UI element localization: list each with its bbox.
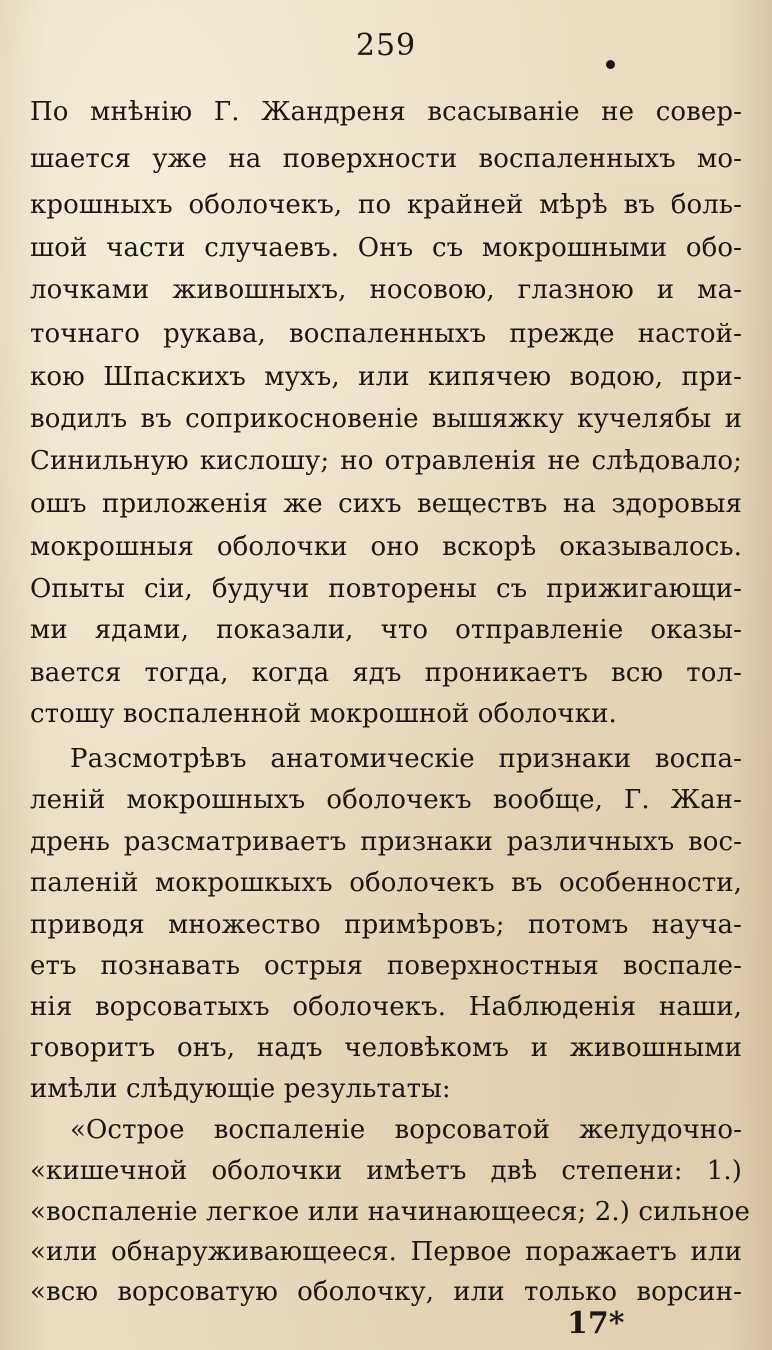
text-line: приводя множество примѣровъ; потомъ науча- bbox=[30, 910, 742, 940]
text-line: мокрошныя оболочки оно вскорѣ оказывалось. bbox=[30, 532, 742, 562]
text-line: «воспаленіе легкое или начинающееся; 2.) сильное bbox=[30, 1197, 751, 1227]
text-line: леній мокрошныхъ оболочекъ вообще, Г. Жан- bbox=[30, 785, 742, 815]
text-line: «всю ворсоватую оболочку, или только ворсин- bbox=[30, 1277, 742, 1307]
text-line: Разсмотрѣвъ анатомическіе признаки воспа- bbox=[70, 744, 742, 774]
text-line: ошъ приложенія же сихъ веществъ на здоровыя bbox=[30, 489, 742, 519]
text-line: точнаго рукава, воспаленныхъ прежде настой- bbox=[30, 319, 742, 349]
text-line: паленій мокрошкыхъ оболочекъ въ особенности, bbox=[30, 868, 742, 898]
text-line: вается тогда, когда ядъ проникаетъ всю тол- bbox=[30, 658, 742, 688]
text-line: шается уже на поверхности воспаленныхъ мо- bbox=[30, 144, 742, 174]
text-line: крошныхъ оболочекъ, по крайней мѣрѣ въ боль- bbox=[30, 190, 742, 220]
text-line: говоритъ онъ, надъ человѣкомъ и живошными bbox=[30, 1033, 742, 1063]
text-line: нія ворсоватыхъ оболочекъ. Наблюденія наши, bbox=[30, 992, 742, 1022]
text-line: Синильную кислошу; но отравленія не слѣдовало; bbox=[30, 446, 742, 476]
text-line: лочками живошныхъ, носовою, глазною и ма- bbox=[30, 275, 742, 305]
text-line: «Острое воспаленіе ворсоватой желудочно- bbox=[70, 1115, 742, 1145]
ink-dot-mark bbox=[606, 60, 615, 69]
text-line: имѣли слѣдующіе результаты: bbox=[30, 1074, 451, 1104]
text-line: етъ познавать острыя поверхностныя воспале- bbox=[30, 951, 742, 981]
text-line: шой части случаевъ. Онъ съ мокрошными обо- bbox=[30, 233, 742, 263]
signature-mark: 17* bbox=[567, 1306, 625, 1341]
text-line: дрень разсматриваетъ признаки различныхъ вос- bbox=[30, 827, 742, 857]
text-line: «кишечной оболочки имѣетъ двѣ степени: 1.) bbox=[30, 1156, 742, 1186]
page-number: 259 bbox=[355, 28, 417, 63]
text-line: водилъ въ соприкосновеніе вышяжку кучелябы и bbox=[30, 404, 742, 434]
text-line: Опыты сіи, будучи повторены съ прижигающи- bbox=[30, 574, 742, 604]
text-line: «или обнаруживающееся. Первое поражаетъ или bbox=[30, 1237, 742, 1267]
text-line: ми ядами, показали, что отправленіе оказы- bbox=[30, 615, 742, 645]
text-line: стошу воспаленной мокрошной оболочки. bbox=[30, 699, 617, 729]
text-line: кою Шпаскихъ мухъ, или кипячею водою, при- bbox=[30, 362, 742, 392]
text-line: По мнѣнію Г. Жандреня всасываніе не совер- bbox=[30, 97, 742, 127]
